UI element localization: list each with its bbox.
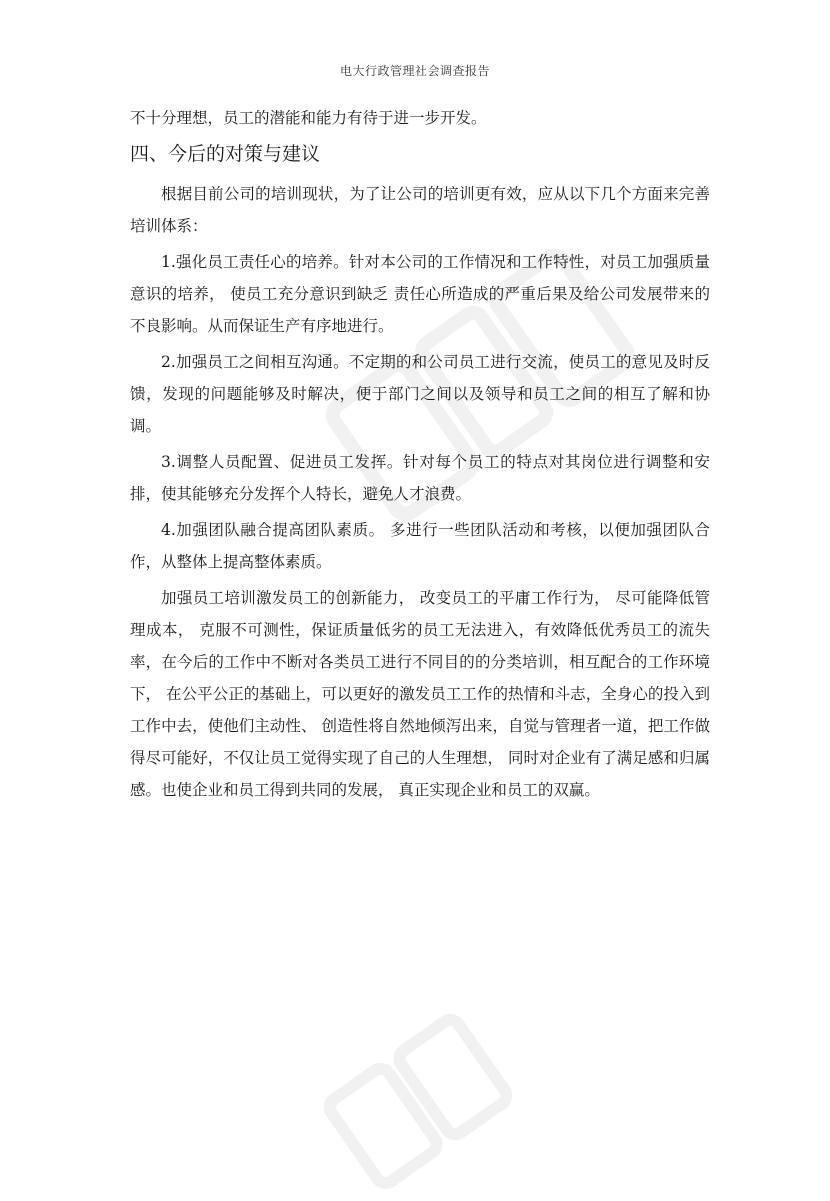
document-body xyxy=(130,102,710,806)
conclusion-paragraph: 加强员工培训激发员工的创新能力， 改变员工的平庸工作行为， 尽可能降低管理成本， 克服不可测性，保证质量低劣的员工无法进入，有效降低优秀员工的流失率，在今后的工作中不断对各类员工进行不同目的的分类培训，相互配合的工作环境下， 在公平公正的基础上，可以更好的激发员工工作的热情和斗志，全身心的投入到工作中去，使他们主动性、 创造性将自然地倾泻出来，自觉与管理者一道，把工作做得尽可能好，不仅让员工觉得实现了自己的人生理想， 同时对企业有了满足感和归属感。也使企业和员工得到共同的发展， 真正实现企业和员工的双赢。 xyxy=(130,589,710,799)
list-item: 3.调整人员配置、促进员工发挥。针对每个员工的特点对其岗位进行调整和安排，使其能够充分发挥个人特长，避免人才浪费。 xyxy=(130,453,710,503)
watermark-graphic-bottom xyxy=(312,999,528,1201)
running-header: 电大行政管理社会调查报告 xyxy=(339,64,490,78)
intro-paragraph: 根据目前公司的培训现状，为了让公司的培训更有效，应从以下几个方面来完善培训体系： xyxy=(130,185,710,235)
continued-paragraph: 不十分理想，员工的潜能和能力有待于进一步开发。 xyxy=(130,109,487,127)
list-item: 1.强化员工责任心的培养。针对本公司的工作情况和工作特性，对员工加强质量意识的培养， 使员工充分意识到缺乏 责任心所造成的严重后果及给公司发展带来的不良影响。从而保证生产有序地进行。 xyxy=(130,253,710,335)
list-item: 2.加强员工之间相互沟通。不定期的和公司员工进行交流，使员工的意见及时反馈，发现的问题能够及时解决，便于部门之间以及领导和员工之间的相互了解和协调。 xyxy=(130,353,710,435)
list-item: 4.加强团队融合提高团队素质。 多进行一些团队活动和考核，以便加强团队合作，从整体上提高整体素质。 xyxy=(130,521,710,571)
section-heading: 四、今后的对策与建议 xyxy=(130,143,321,165)
